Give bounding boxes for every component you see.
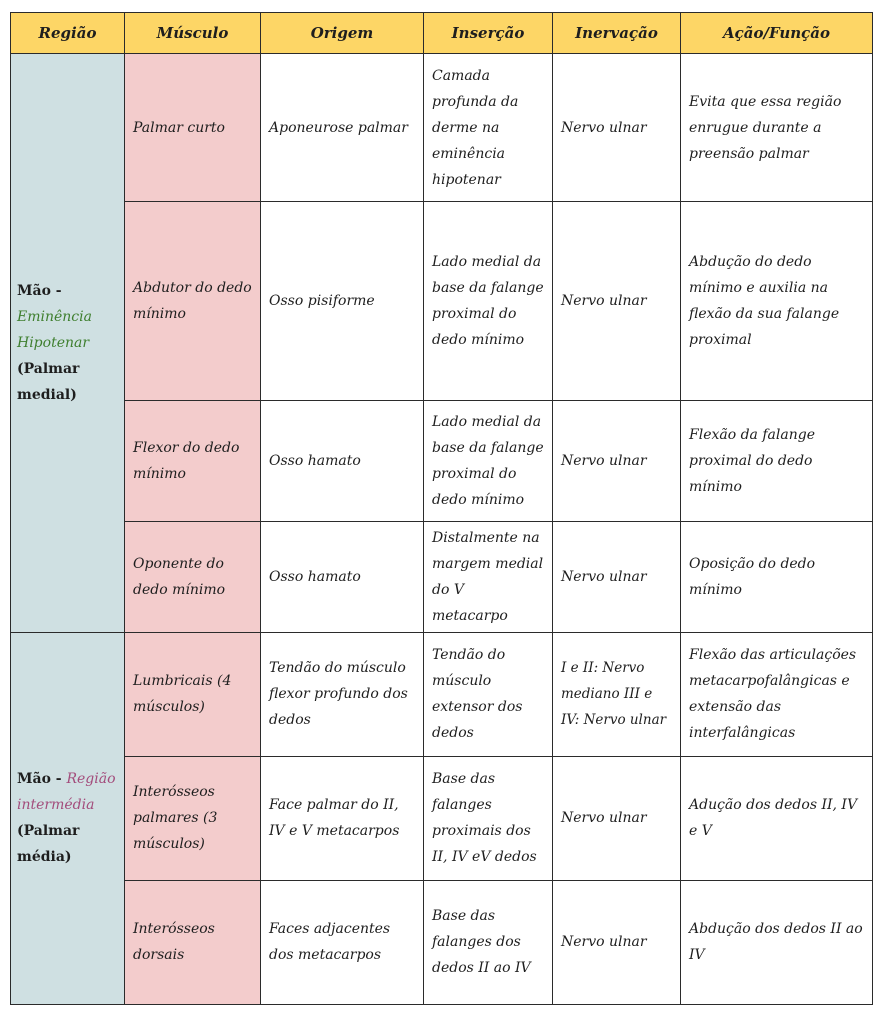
table-row <box>11 522 873 632</box>
origem-cell: Face palmar do II, IV e V metacarpos <box>261 756 424 880</box>
table-row <box>11 54 873 202</box>
table-row <box>11 880 873 1004</box>
origem-cell: Faces adjacentes dos metacarpos <box>261 880 424 1004</box>
header-inervacao: Inervação <box>553 13 681 54</box>
insercao-cell: Lado medial da base da falange proximal do dedo mínimo <box>424 401 553 522</box>
region-highlight: Hipotenar <box>17 334 90 351</box>
origem-cell: Aponeurose palmar <box>261 54 424 202</box>
insercao-cell: Distalmente na margem medial do V metacarpo <box>424 522 553 632</box>
inervacao-cell: Nervo ulnar <box>553 202 681 401</box>
region-cell-hipotenar <box>11 54 125 633</box>
insercao-cell: Tendão do músculo extensor dos dedos <box>424 632 553 756</box>
region-tail: (Palmar <box>17 823 80 840</box>
acao-cell: Oposição do dedo mínimo <box>681 522 873 632</box>
inervacao-cell: Nervo ulnar <box>553 756 681 880</box>
inervacao-cell: Nervo ulnar <box>553 401 681 522</box>
insercao-cell: Camada profunda da derme na eminência hipotenar <box>424 54 553 202</box>
table-row <box>11 632 873 756</box>
header-origem: Origem <box>261 13 424 54</box>
table-row <box>11 401 873 522</box>
region-tail: (Palmar <box>17 360 80 377</box>
insercao-cell: Base das falanges proximais dos II, IV eV dedos <box>424 756 553 880</box>
acao-cell: Adução dos dedos II, IV e V <box>681 756 873 880</box>
muscle-cell: Interósseos palmares (3 músculos) <box>125 756 261 880</box>
acao-cell: Flexão das articulações metacarpofalângicas e extensão das interfalângicas <box>681 632 873 756</box>
muscle-table <box>10 12 873 1005</box>
table-row <box>11 756 873 880</box>
header-musculo: Músculo <box>125 13 261 54</box>
region-lead: Mão - <box>17 282 62 299</box>
region-highlight: intermédia <box>17 797 95 814</box>
region-lead: Mão - <box>17 771 62 788</box>
origem-cell: Osso pisiforme <box>261 202 424 401</box>
acao-cell: Abdução do dedo mínimo e auxilia na flexão da sua falange proximal <box>681 202 873 401</box>
header-row <box>11 13 873 54</box>
region-highlight: Eminência <box>17 308 92 325</box>
inervacao-cell: Nervo ulnar <box>553 54 681 202</box>
origem-cell: Osso hamato <box>261 522 424 632</box>
header-regiao: Região <box>11 13 125 54</box>
muscle-cell: Lumbricais (4 músculos) <box>125 632 261 756</box>
origem-cell: Tendão do músculo flexor profundo dos dedos <box>261 632 424 756</box>
inervacao-cell: Nervo ulnar <box>553 880 681 1004</box>
header-insercao: Inserção <box>424 13 553 54</box>
table-row <box>11 202 873 401</box>
acao-cell: Abdução dos dedos II ao IV <box>681 880 873 1004</box>
muscle-cell: Flexor do dedo mínimo <box>125 401 261 522</box>
acao-cell: Flexão da falange proximal do dedo mínimo <box>681 401 873 522</box>
insercao-cell: Lado medial da base da falange proximal do dedo mínimo <box>424 202 553 401</box>
inervacao-cell: I e II: Nervo mediano III e IV: Nervo ulnar <box>553 632 681 756</box>
region-highlight: Região <box>66 771 116 788</box>
inervacao-cell: Nervo ulnar <box>553 522 681 632</box>
region-cell-intermedia <box>11 632 125 1004</box>
acao-cell: Evita que essa região enrugue durante a preensão palmar <box>681 54 873 202</box>
muscle-cell: Oponente do dedo mínimo <box>125 522 261 632</box>
muscle-cell: Interósseos dorsais <box>125 880 261 1004</box>
muscle-cell: Palmar curto <box>125 54 261 202</box>
region-tail: média) <box>17 849 72 866</box>
origem-cell: Osso hamato <box>261 401 424 522</box>
muscle-cell: Abdutor do dedo mínimo <box>125 202 261 401</box>
header-acao: Ação/Função <box>681 13 873 54</box>
region-tail: medial) <box>17 386 77 403</box>
insercao-cell: Base das falanges dos dedos II ao IV <box>424 880 553 1004</box>
